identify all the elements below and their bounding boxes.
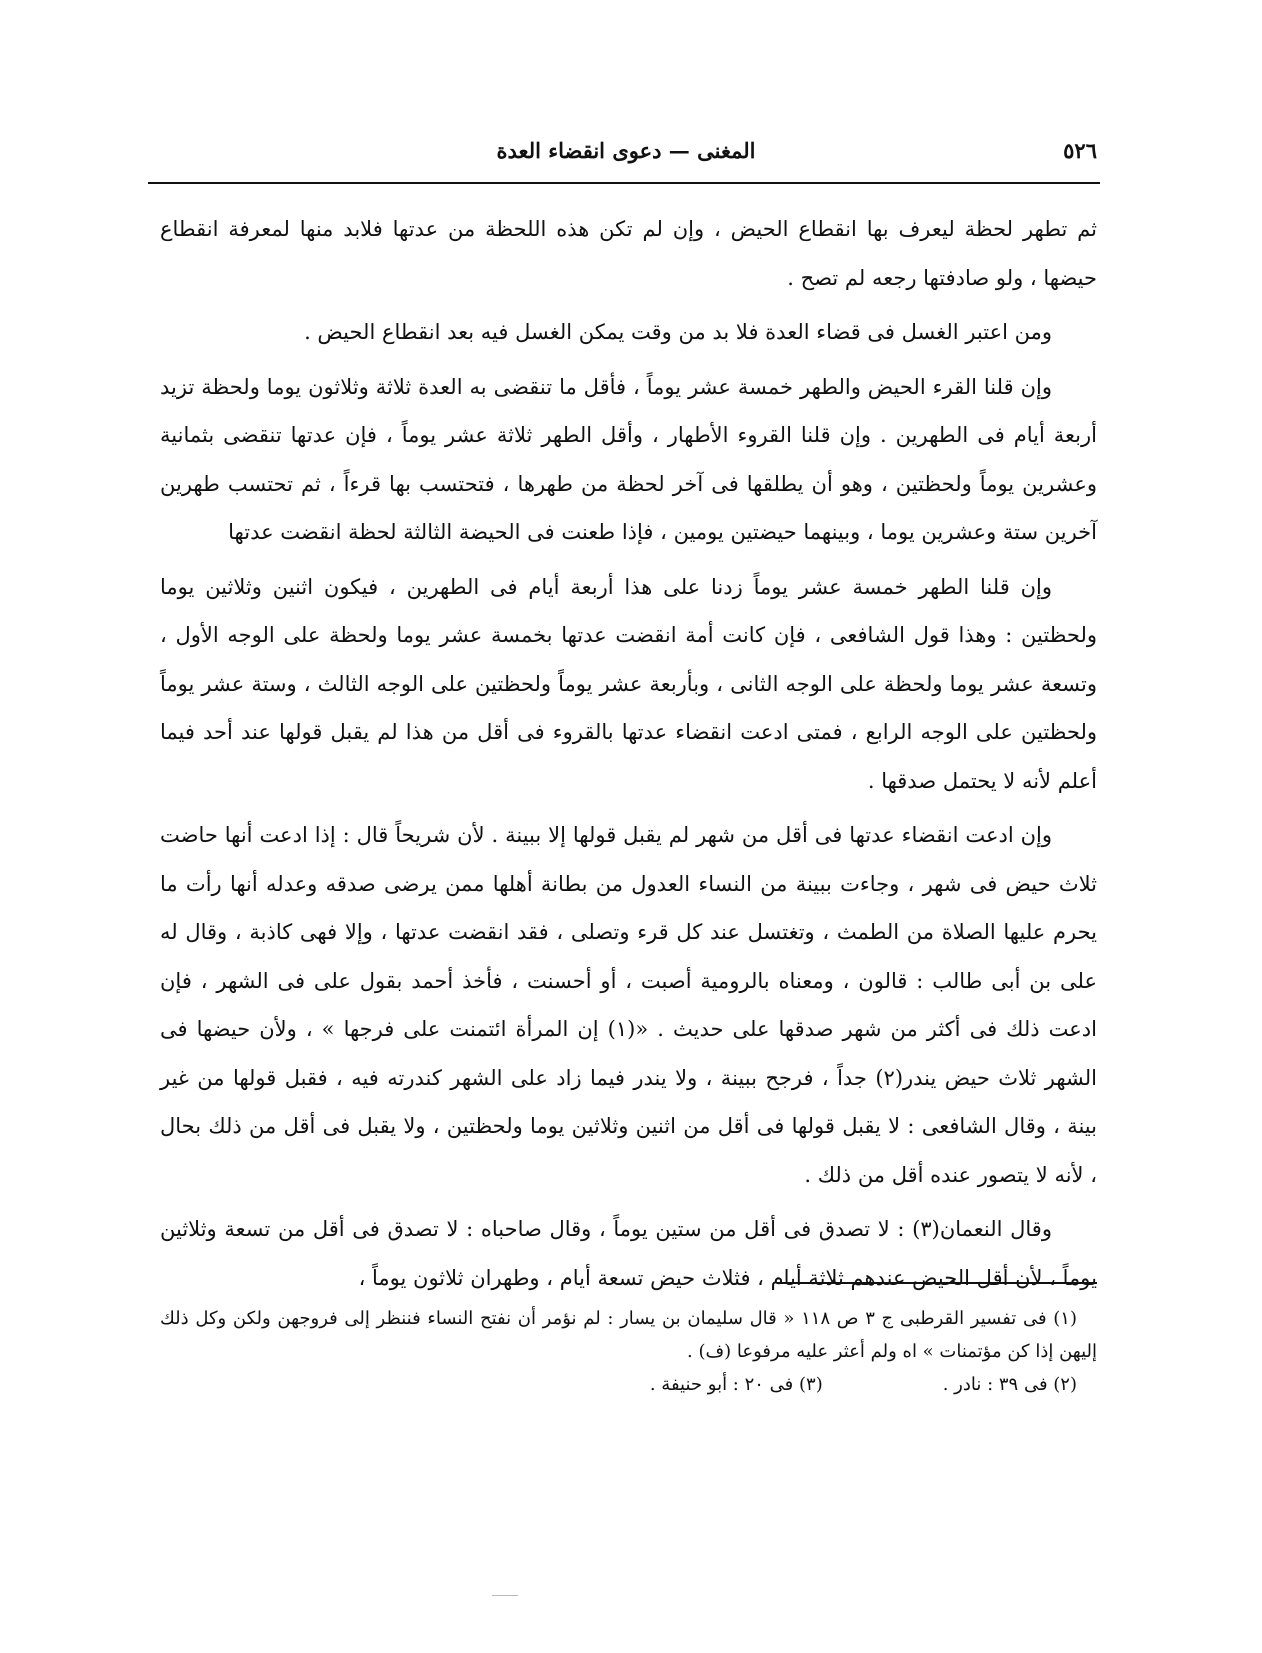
paragraph-5: وإن ادعت انقضاء عدتها فى أقل من شهر لم يقبل قولها إلا ببينة . لأن شريحاً قال : إذا ادعت أنها حاضت ثلاث حيض فى شهر ، وجاءت ببينة من النساء العدول من بطانة أهلها ممن يرضى صدقه وعدله أنها رأت ما يحرم عليها الصلاة من الطمث ، وتغتسل عند كل قرء وتصلى ، فقد انقضت عدتها ، وإلا فهى كاذبة ، وقال له على بن أبى طالب : قالون ، ومعناه بالرومية أصبت ، أو أحسنت ، فأخذ أحمد بقول على فى الشهر ، فإن ادعت ذلك فى أكثر من شهر صدقها على حديث . «(١) إن المرأة ائتمنت على فرجها » ، ولأن حيضها فى الشهر ثلاث حيض يندر(٢) جداً ، فرجح ببينة ، ولا يندر فيما زاد على الشهر كندرته فيه ، فقبل قولها من غير بينة ، وقال الشافعى : لا يقبل قولها فى أقل من اثنين وثلاثين يوما ولحظتين ، ولا يقبل فى أقل من ذلك بحال ، لأنه لا يتصور عنده أقل من ذلك . [160, 823, 1097, 1187]
paragraph-4: وإن قلنا الطهر خمسة عشر يوماً زدنا على هذا أربعة أيام فى الطهرين ، فيكون اثنين وثلاثين يوما ولحظتين : وهذا قول الشافعى ، فإن كانت أمة انقضت عدتها بخمسة عشر يوما ولحظة على الوجه الأول ، وتسعة عشر يوما ولحظة على الوجه الثانى ، وبأربعة عشر يوماً ولحظتين على الوجه الثالث ، وستة عشر يوماً ولحظتين على الوجه الرابع ، فمتى ادعت انقضاء عدتها بالقروء فى أقل من هذا لم يقبل قولها عند أحد فيما أعلم لأنه لا يحتمل صدقها . [160, 574, 1097, 793]
paragraph-2: ومن اعتبر الغسل فى قضاء العدة فلا بد من وقت يمكن الغسل فيه بعد انقطاع الحيض . [304, 320, 1052, 344]
paragraph-3: وإن قلنا القرء الحيض والطهر خمسة عشر يوماً ، فأقل ما تنقضى به العدة ثلاثة وثلاثون يوما ولحظة تزيد أربعة أيام فى الطهرين . وإن قلنا القروء الأطهار ، وأقل الطهر ثلاثة عشر يوماً ، فإن عدتها تنقضى بثمانية وعشرين يوماً ولحظتين ، وهو أن يطلقها فى آخر لحظة من طهرها ، فتحتسب بها قرءاً ، ثم تحتسب طهرين آخرين ستة وعشرين يوما ، وبينهما حيضتين يومين ، فإذا طعنت فى الحيضة الثالثة لحظة انقضت عدتها [160, 374, 1097, 544]
footnote-3: (٣) فى ٢٠ : أبو حنيفة . [649, 1374, 823, 1395]
page-header [155, 132, 1097, 172]
footnote-row [160, 1368, 1097, 1401]
header-rule [148, 182, 1100, 184]
paragraph-1: ثم تطهر لحظة ليعرف بها انقطاع الحيض ، وإن لم تكن هذه اللحظة من عدتها فلابد منها لمعرفة انقطاع حيضها ، ولو صادفتها رجعه لم تصح . [160, 217, 1097, 290]
main-text [160, 205, 1097, 1308]
page-number: ٥٢٦ [1063, 138, 1097, 163]
paragraph-6: وقال النعمان(٣) : لا تصدق فى أقل من ستين يوماً ، وقال صاحباه : لا تصدق فى أقل من تسعة وثلاثين يوماً ، لأن أقل الحيض عندهم ثلاثة أيام ، فثلاث حيض تسعة أيام ، وطهران ثلاثون يوماً ، [160, 1217, 1097, 1290]
footnote-1: (١) فى تفسير القرطبى ج ٣ ص ١١٨ « قال سليمان بن يسار : لم نؤمر أن نفتح النساء فننظر إلى فروجهن ولكن وكل ذلك إليهن إذا كن مؤتمنات » اه ولم أعثر عليه مرفوعا (ف) . [160, 1308, 1097, 1362]
footnote-rule [777, 1282, 1097, 1284]
footnote-2: (٢) فى ٣٩ : نادر . [942, 1374, 1077, 1395]
bottom-mark [492, 1595, 518, 1596]
footnotes [160, 1302, 1097, 1401]
running-title: المغنى — دعوى انقضاء العدة [496, 138, 756, 163]
